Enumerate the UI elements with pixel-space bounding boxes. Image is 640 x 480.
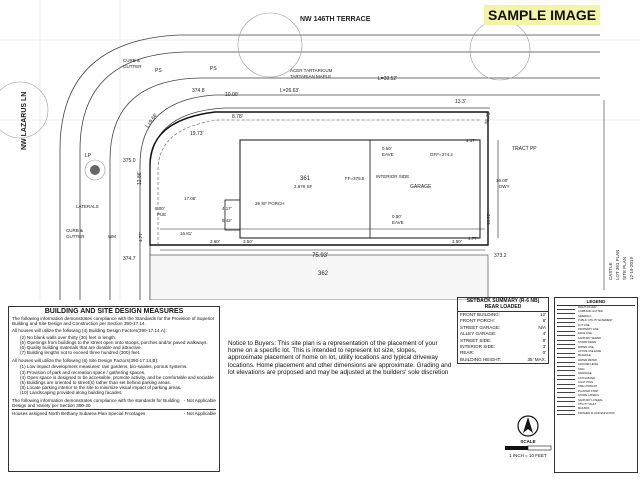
lot-area: 2,676 SF bbox=[294, 184, 313, 189]
elev-374-7: 374.7 bbox=[123, 256, 136, 262]
legend-symbol bbox=[557, 399, 575, 402]
street-name-top: NW 146TH TERRACE bbox=[300, 16, 371, 23]
legend-symbol bbox=[557, 377, 575, 380]
legend-item-label: PROPERTY LINE bbox=[578, 328, 599, 332]
legend-symbol bbox=[557, 307, 575, 310]
setback-value: 12' bbox=[540, 312, 546, 317]
legend-symbol bbox=[557, 320, 575, 323]
legend-symbol bbox=[557, 346, 575, 349]
setback-value: 35' MAX. bbox=[527, 356, 546, 362]
lp-label: LP bbox=[85, 153, 92, 159]
title-block bbox=[602, 100, 638, 290]
scale-label: SCALE bbox=[520, 439, 536, 444]
legend-title: LEGEND bbox=[557, 299, 635, 306]
legend-symbol bbox=[557, 390, 575, 393]
dim-13-3: 13.3' bbox=[455, 99, 466, 105]
pue-2: PUE bbox=[157, 212, 167, 217]
frontages-na: - Not Applicable bbox=[183, 411, 216, 417]
dim-8-78: 8.78' bbox=[232, 114, 243, 120]
dim-17-06: 17.06' bbox=[184, 196, 197, 201]
elev-375-0: 375.0 bbox=[123, 158, 136, 164]
notice-to-buyers: Notice to Buyers: This site plan is a representation of the placement of your home on a specific lot. This is intended to represent lot size, slopes, approximate placement of home on lot, utility locations and typical driveway locations. Home placement and other dimensions are approximate. Grading and lot elevations are proposed and may be adjusted at the builders' sole discretion bbox=[228, 340, 452, 376]
ps-left: PS bbox=[155, 68, 162, 74]
porch-label: 35 SF PORCH bbox=[255, 201, 285, 206]
curve-l2: L=30.52' bbox=[378, 76, 398, 82]
legend-symbol bbox=[557, 333, 575, 336]
legend-symbol bbox=[557, 412, 575, 415]
laterals-label: LATERALS bbox=[76, 204, 99, 209]
dim-75-93: 75.93' bbox=[312, 253, 329, 259]
legend-item-label: SANITARY LATERAL bbox=[578, 398, 603, 402]
setback-value: 8' bbox=[542, 318, 546, 324]
setback-key: REAR: bbox=[460, 350, 475, 356]
group2-item: (8) Locate parking interior to the site to minimize visual impact of parking areas. bbox=[20, 385, 182, 391]
measures-group1-head: All houses will utilize the following (4) Building Design Factors(390-17.14.A): bbox=[12, 328, 167, 334]
dim-19-73: 19.73' bbox=[190, 131, 204, 137]
title-block-line3: SITE PLAN bbox=[622, 256, 627, 280]
legend-symbol bbox=[557, 364, 575, 367]
legend-item-label: PLANTER STRIP bbox=[578, 389, 599, 393]
legend-symbol bbox=[557, 329, 575, 332]
legend-symbol bbox=[557, 408, 575, 411]
north-arrow-icon bbox=[516, 414, 540, 438]
legend-symbol bbox=[557, 338, 575, 341]
building-site-measures bbox=[8, 306, 220, 472]
setback-value: 4' bbox=[542, 331, 546, 337]
legend-item bbox=[557, 412, 635, 416]
dwy-2: DWY bbox=[499, 184, 510, 189]
legend-item-label: SIGN bbox=[578, 367, 585, 371]
dim-3-50-left: 3.50' bbox=[243, 239, 253, 244]
title-block-line1: CASTLE bbox=[608, 262, 613, 280]
legend-item-label: STORM LATERAL bbox=[578, 394, 600, 398]
curve-l1: L=26.63' bbox=[280, 88, 300, 94]
legend-items bbox=[557, 306, 635, 416]
legend-symbol bbox=[557, 386, 575, 389]
setback-summary bbox=[457, 297, 549, 364]
street-name-left: NW LAZARUS LN bbox=[21, 91, 28, 150]
curb-gutter-top-1: CURB & bbox=[123, 58, 141, 63]
setback-key: STREET GARAGE: bbox=[460, 324, 501, 330]
measures-group2-head: All houses will utilize the following (6) Site Design Factors(390-17.14.B): bbox=[12, 357, 159, 363]
ff-label: FF=375.5 bbox=[345, 176, 365, 181]
pue-1: 8.00' bbox=[155, 206, 165, 211]
legend-item-label: ACTIVE USE EASE bbox=[578, 350, 602, 354]
variety-na: - Not Applicable bbox=[183, 397, 216, 403]
legend-item-label: RIGHT-OF-WAY bbox=[578, 306, 597, 309]
tree-note-line2: TARTARIAN MAPLE bbox=[290, 74, 332, 79]
legend-item-label: MAILBOX bbox=[578, 407, 590, 411]
title-block-line2: LOT 361 PLAN bbox=[615, 249, 620, 280]
legend-item-label: EDGE LINE bbox=[578, 332, 592, 336]
dim-28-75: 28.75' bbox=[484, 111, 493, 126]
gff-label: GFF=374.2 bbox=[430, 152, 453, 157]
scale-bar bbox=[503, 444, 553, 452]
legend-item-label: CURB AND GUTTER bbox=[578, 310, 603, 314]
legend-symbol bbox=[557, 311, 575, 314]
legend-item-label: GROUND LEVEL bbox=[578, 363, 599, 367]
legend-item-label: CATCH BASIN bbox=[578, 376, 596, 380]
dim-4-17-left: 4.17' bbox=[222, 206, 232, 211]
curb-gutter-top-2: GUTTER bbox=[123, 64, 142, 69]
tract-label: TRACT PP bbox=[512, 146, 537, 152]
group2-item: (10) Landscaping provided along building facades bbox=[20, 390, 122, 396]
legend-item-label: SANITARY SEWER bbox=[578, 336, 601, 340]
legend-item-label: MANHOLE bbox=[578, 354, 591, 358]
interior-side-label: INTERIOR SIDE bbox=[376, 174, 410, 179]
group2-item: (1) Low impact development measures: rain gardens, bio-swales, porous systems. bbox=[20, 364, 188, 370]
frontages-text: Houses assigned North Bethany Subarea Plan Special Frontages bbox=[12, 411, 146, 417]
wm-label: WM bbox=[108, 234, 116, 239]
legend-item-label: LOT LINE bbox=[578, 323, 590, 327]
dim-4-77-left: 4.77' bbox=[138, 232, 143, 242]
curb-gutter-left-1: CURB & bbox=[66, 228, 84, 233]
adjacent-lot bbox=[150, 255, 488, 300]
dim-10-00: 10.00' bbox=[225, 92, 239, 98]
setback-subtitle: REAR LOADED bbox=[484, 303, 522, 310]
legend-item-label: PUBLIC UTILITY EASEMENT bbox=[578, 319, 613, 323]
lot-below-number: 362 bbox=[318, 271, 329, 277]
legend-item-label: SIDEWALK bbox=[578, 314, 592, 318]
legend-item-label: FINISHED FLOOR ELEVATION bbox=[578, 411, 615, 415]
dim-3-50-right: 3.50' bbox=[452, 239, 462, 244]
legend-symbol bbox=[557, 368, 575, 371]
tree-note-line1: ACER TARTARICUM bbox=[290, 68, 333, 73]
setback-key: ALLEY GARAGE: bbox=[460, 331, 497, 337]
setback-value: 8' bbox=[542, 337, 546, 343]
eave-bot-2: EAVE bbox=[392, 220, 404, 225]
legend-symbol bbox=[557, 351, 575, 354]
legend-symbol bbox=[557, 355, 575, 358]
legend-symbol bbox=[557, 324, 575, 327]
setback-value: 0' bbox=[542, 350, 546, 356]
dim-16-81: 16.81' bbox=[180, 231, 193, 236]
setback-row bbox=[458, 357, 548, 363]
legend-symbol bbox=[557, 316, 575, 319]
group1-item: (7) Building lengths not to exceed three hundred (300) feet. bbox=[20, 350, 141, 356]
legend-item-label: FIRE HYDRANT bbox=[578, 385, 598, 389]
legend-symbol bbox=[557, 360, 575, 363]
legend-item-label: UTILITY VAULT bbox=[578, 402, 597, 406]
setback-key: BUILDING HEIGHT: bbox=[460, 356, 502, 362]
scale-block bbox=[500, 414, 556, 458]
sample-image-watermark: SAMPLE IMAGE bbox=[484, 5, 600, 25]
group2-item: (5) Buildings are oriented to street(s) rather than set behind parking areas. bbox=[20, 379, 171, 385]
eave-bot-1: 0.50' bbox=[392, 214, 402, 219]
group1-item: (6) Quality building materials that are durable and attractive. bbox=[20, 345, 142, 351]
legend-symbol bbox=[557, 404, 575, 407]
setback-key: FRONT BUILDING: bbox=[460, 312, 500, 317]
legend-item-label: WATER METER bbox=[578, 358, 597, 362]
variety-text: The following information demonstrates compliance with the standards for Building Design and Variety per Section 390-20 bbox=[12, 397, 180, 408]
legend bbox=[554, 297, 638, 473]
scale-ratio: 1 INCH = 10 FEET bbox=[509, 453, 547, 458]
dim-4-77-right: 4.77' bbox=[468, 236, 478, 241]
light-pole-icon bbox=[90, 165, 100, 175]
eave-top-2: EAVE bbox=[382, 152, 394, 157]
setback-key: STREET SIDE: bbox=[460, 337, 492, 343]
setback-title: SETBACK SUMMARY (R-6 NB) bbox=[466, 298, 540, 304]
ps-right: PS bbox=[210, 66, 217, 72]
measures-intro: The following information demonstrates compliance with the Standards for the Provision of Superior Building and Site Design and Construction per Section 390-17.14. bbox=[12, 316, 215, 327]
setback-value: 3' bbox=[542, 344, 546, 350]
garage-label: GARAGE bbox=[410, 184, 432, 190]
measures-title: BUILDING AND SITE DESIGN MEASURES bbox=[44, 308, 184, 315]
dim-10-22: 10.22' bbox=[486, 212, 491, 225]
title-block-line4: 12-19-2019 bbox=[629, 256, 634, 280]
group2-item: (3) Provision of park and recreation space / gathering spaces. bbox=[20, 369, 146, 375]
setback-key: INTERIOR SIDE: bbox=[460, 344, 496, 350]
legend-symbol bbox=[557, 382, 575, 385]
legend-symbol bbox=[557, 395, 575, 398]
porch-outline bbox=[225, 200, 240, 230]
curb-gutter-left-2: GUTTER bbox=[66, 234, 85, 239]
legend-symbol bbox=[557, 373, 575, 376]
elev-373-2: 373.2 bbox=[494, 253, 507, 259]
legend-item-label: DRAINAGE bbox=[578, 372, 592, 376]
eave-top-1: 0.50' bbox=[382, 146, 392, 151]
lot-number: 361 bbox=[300, 176, 311, 182]
dim-3-60: 3.60' bbox=[210, 239, 220, 244]
group1-item: (5) Openings from buildings to the street open onto stoops, porches and/or paved walkways. bbox=[20, 340, 208, 346]
group1-item: (2) No blank walls over thirty (30) feet in length. bbox=[20, 334, 117, 340]
dim-8-42: 8.42' bbox=[222, 218, 232, 223]
setback-value: N/A bbox=[538, 324, 546, 330]
legend-item-label: WATER LINE bbox=[578, 345, 594, 349]
elev-374-8: 374.8 bbox=[192, 88, 205, 94]
group2-item: (4) Open space is designed to be accessible, promote activity, and be comfortable and sociable bbox=[20, 374, 214, 380]
legend-item-label: LIGHT POLE bbox=[578, 380, 594, 384]
legend-item-label: STORM DRAIN bbox=[578, 341, 597, 345]
dim-4-17-top: 4.17' bbox=[466, 138, 476, 143]
dim-12-86: 12.86' bbox=[137, 171, 143, 185]
dwy-1: 16.00' bbox=[496, 178, 509, 183]
setback-key: FRONT PORCH: bbox=[460, 318, 495, 324]
curve-l3: L=9.66' bbox=[144, 112, 160, 130]
legend-symbol bbox=[557, 342, 575, 345]
